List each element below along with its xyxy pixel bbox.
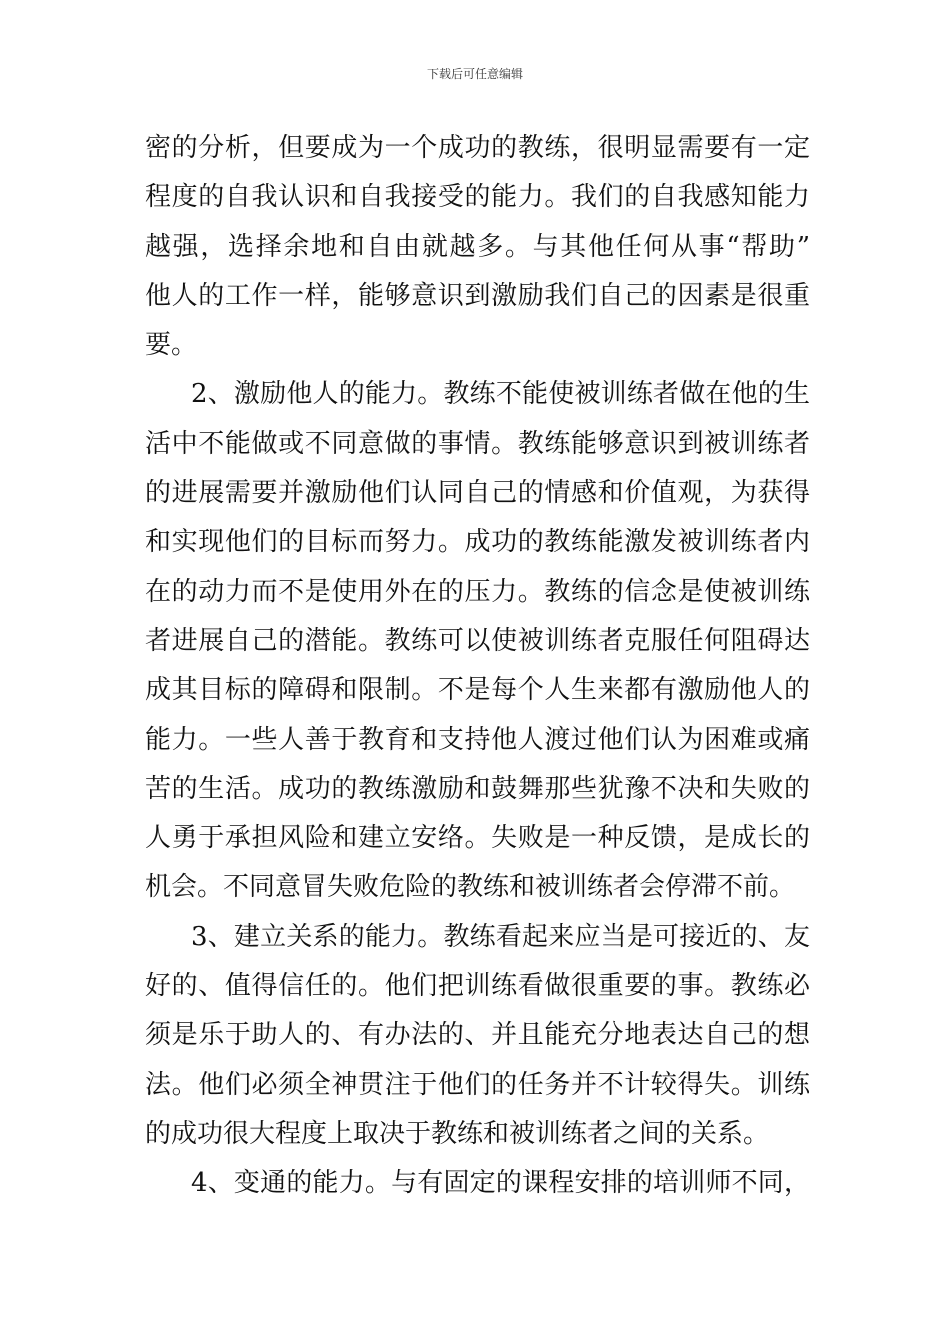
text-line: 能力。一些人善于教育和支持他人渡过他们认为困难或痛 <box>145 724 810 755</box>
text-line: 在的动力而不是使用外在的压力。教练的信念是使被训练 <box>145 576 810 607</box>
paragraph-start-line: 3、建立关系的能力。教练看起来应当是可接近的、友 <box>191 921 810 952</box>
text-line: 成其目标的障碍和限制。不是每个人生来都有激励他人的 <box>145 675 810 706</box>
text-line: 须是乐于助人的、有办法的、并且能充分地表达自己的想 <box>145 1020 810 1051</box>
text-line: 密的分析，但要成为一个成功的教练，很明显需要有一定 <box>145 133 810 163</box>
page-header: 下载后可任意编辑 <box>426 67 523 81</box>
text-line: 程度的自我认识和自我接受的能力。我们的自我感知能力 <box>145 182 810 213</box>
paragraph-start-line: 4、变通的能力。与有固定的课程安排的培训师不同， <box>191 1168 810 1199</box>
text-line: 要。 <box>145 330 198 361</box>
paragraph-start-line: 2、激励他人的能力。教练不能使被训练者做在他的生 <box>191 379 810 410</box>
text-line: 活中不能做或不同意做的事情。教练能够意识到被训练者 <box>145 428 810 459</box>
body-text <box>145 124 810 1209</box>
text-line: 机会。不同意冒失败危险的教练和被训练者会停滞不前。 <box>145 872 796 903</box>
text-line: 的进展需要并激励他们认同自己的情感和价值观，为获得 <box>145 478 810 509</box>
text-line: 者进展自己的潜能。教练可以使被训练者克服任何阻碍达 <box>145 625 810 656</box>
text-line: 和实现他们的目标而努力。成功的教练能激发被训练者内 <box>145 527 810 558</box>
text-line: 法。他们必须全神贯注于他们的任务并不计较得失。训练 <box>145 1069 810 1100</box>
text-line: 苦的生活。成功的教练激励和鼓舞那些犹豫不决和失败的 <box>145 773 810 804</box>
text-line: 好的、值得信任的。他们把训练看做很重要的事。教练必 <box>145 971 810 1002</box>
text-line: 他人的工作一样，能够意识到激励我们自己的因素是很重 <box>145 280 810 311</box>
text-line: 人勇于承担风险和建立安络。失败是一种反馈，是成长的 <box>145 823 810 854</box>
text-line: 越强，选择余地和自由就越多。与其他任何从事“帮助” <box>145 231 810 262</box>
text-line: 的成功很大程度上取决于教练和被训练者之间的关系。 <box>145 1118 770 1149</box>
